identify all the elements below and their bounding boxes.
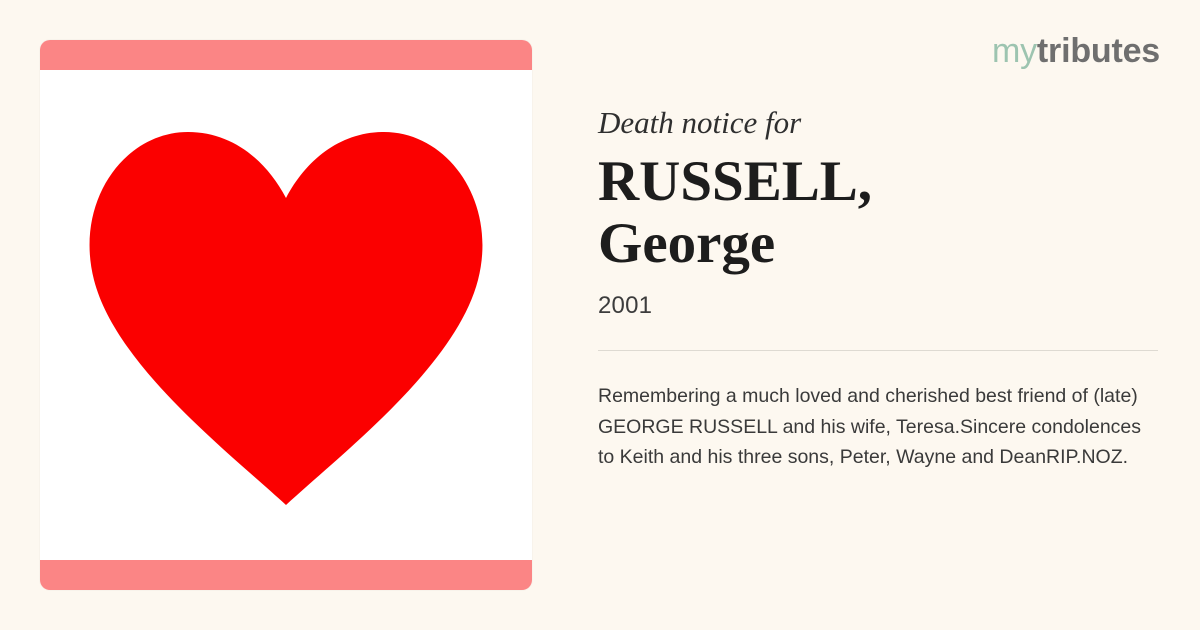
photo-column — [0, 0, 532, 630]
divider — [598, 350, 1158, 351]
site-logo[interactable] — [598, 34, 1160, 68]
notice-column — [532, 0, 1200, 630]
card-top-band — [40, 40, 532, 70]
logo-text-my: my — [991, 32, 1037, 70]
card-image-area — [40, 70, 532, 560]
heart-icon-wrapper — [76, 120, 496, 510]
heart-icon — [76, 120, 496, 510]
page-title: RUSSELL, George — [598, 150, 873, 275]
notice-text: Remembering a much loved and cherished best friend of (late) GEORGE RUSSELL and his wife, Teresa.Sincere condolences to Keith and his three sons, Peter, Wayne and DeanRIP.NOZ. — [598, 385, 1142, 468]
logo-text-tributes: tributes — [1036, 32, 1160, 70]
notice-year: 2001 — [598, 292, 653, 320]
notice-eyebrow: Death notice for — [598, 105, 802, 140]
card-bottom-band — [40, 560, 532, 590]
memorial-photo-card — [40, 40, 532, 590]
